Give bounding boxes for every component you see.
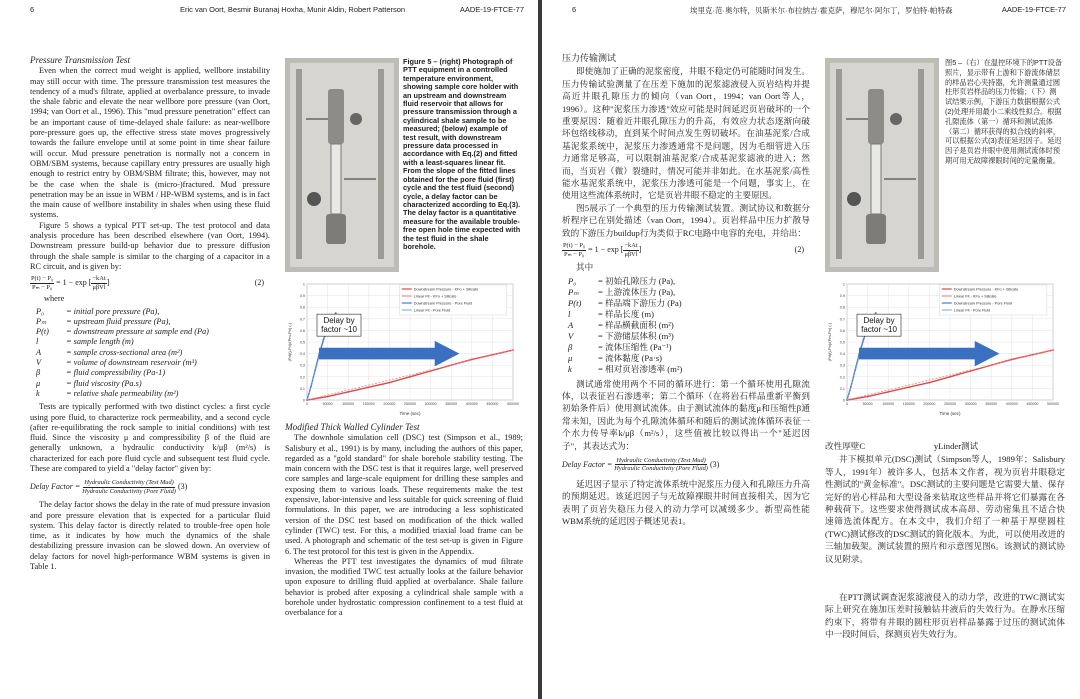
eq-exp-numerator: −kAt [624,242,638,250]
x-tick-label: 400000 [465,402,478,406]
paragraph: 井下模拟单元(DSC)测试（Simpson等人，1989年；Salisbury等人，1991年）被许多人，包括本文作者，视为页岩井眼稳定性测试的"黄金标准"。DSC测试的主要问题是它需要大量、保存完好的岩心样品和大型设备来钻取这些样品并将它们暴露在各种载荷下。这些要求使得测试成本高昂、劳动密集且不适合快速筛选流体配方。在本文中，我们介绍了一种基于厚壁圆柱(TWC)测试修改的DSC测试的简化版本。为此，可以使用改进的三轴加载架。测试装置的照片和示意图见图6。该测试的测试协议见附录。 [825,454,1065,564]
left-column [30,55,270,572]
legend-label: Downstream Pressure - KFo + Silicate [413,287,479,292]
x-tick-label: 50000 [322,402,333,406]
variable-description: = 下游储层体积 (m³) [598,330,674,341]
variable-symbol: β [568,341,573,352]
y-tick-label: 0.5 [839,340,845,345]
x-tick-label: 250000 [944,402,956,406]
y-tick-label: 0.3 [839,363,845,368]
eq-rhs: = 1 − exp [56,278,87,288]
y-tick-label: 0.5 [299,340,305,345]
eq-numerator: Hydraulic Conductivity (Test Mud) [616,456,706,464]
author-line: Eric van Oort, Besmir Buranaj Hoxha, Munir Aldin, Robert Patterson [180,5,406,14]
eq-denominator: Pₘ − P₀ [564,250,585,258]
y-tick-label: 1 [842,282,845,287]
legend-label: Downstream Pressure - Pore Fluid [413,301,473,306]
y-axis-label: (Pd(t)-Po)/(Pm-Po) (-) [827,322,832,362]
variable-symbol: V [36,358,42,368]
paper-code: AADE-19-FTCE-77 [459,5,524,14]
paragraph: 测试通常使用两个不同的循环进行：第一个循环使用孔隙流体，以表征岩石渗透率；第二个循环（在将岩石样品重新平衡到初始条件后）使用测试流体。由于测试流体的黏度μ和压缩性β通常未知，因此为每个孔隙流体循环和随后的测试流体循环表征一个水力传导率k/μβ（m²/s），这些值被比较以得出一个"延迟因子"，其表达式为： [562,378,810,451]
y-axis-label: (Pd(t)-Po)/(Pm-Po) (-) [287,322,292,362]
data-point [867,396,869,398]
equation-number: (3) [177,482,188,492]
variable-description: = downstream pressure at sample end (Pa) [66,327,209,337]
paragraph: Even when the correct mud weight is applied, wellbore instability may still occur with time. The pressure transmission test measures the tendency of a mud's filtrate, applied at overbalance pressure, to invade the shale fabric and elevate the near wellbore pore pressure (van Oort, 1994; van Oort et al., 1996). This "mud pressure penetration" effect can be an important cause of time-delayed shale failure: as near-wellbore pore-pressure goes up, the effective stress state moves progressively towards the failure envelope until at some point in time shear failure will occur. Mud pressure penetration is normally not a concern in OBM/SBM systems, because capillary entry pressures are usually high enough to restrict entry by OBM/SBM filtrate; this, however, may not be the case when the shale is (micro-)fractured. Mud pressure penetration may be an issue in WBM / HP-WBM systems, and is in fact the main cause of wellbore instability in shales when using these fluid systems. [30,66,270,220]
y-tick-label: 0.4 [839,352,845,357]
annotation-text: Delay by [323,316,355,326]
data-point [368,386,370,388]
ptt-result-chart [825,278,1059,418]
eq-numerator: P(t) − P₀ [563,242,586,250]
x-tick-label: 0 [306,402,308,406]
variable-row [562,287,810,298]
paragraph: Tests are typically performed with two distinct cycles: a first cycle using pore fluid, to characterize rock permeability, and a second cycle (after re-equilibrating the rock sample to initial conditions) with test fluid. Since the viscosity μ and compressibility β of the fluid are generally unknown, a hydraulic conductivity k/μβ (m²/s) is characterized for each pore fluid cycle and subsequent test fluid cycle. These are compared to yield a "delay factor" given by: [30,402,270,473]
variable-description: = relative shale permeability (m²) [66,388,179,398]
variable-symbol: P(t) [568,297,582,308]
y-tick-label: 0.8 [299,305,305,310]
data-point [409,376,411,378]
legend-label: Linear Fit - Pore Fluid [413,308,451,313]
annotation-text: factor ~10 [861,325,897,335]
y-tick-label: 0.9 [299,294,305,299]
variable-description: = initial pore pressure (Pa), [66,306,160,316]
eq-label: Delay Factor = [562,459,613,469]
variable-description: = sample length (m) [66,337,134,347]
x-tick-label: 50000 [862,402,873,406]
y-tick-label: 0.1 [299,386,305,391]
page-number: 6 [30,5,35,14]
equation-2: $\frac{\text{P(t) − P₀}}{\text{Pₘ − P₀}}$ = 1 − exp [ $\frac{\text{−kAt}}{\text{μβVl}}$ ] (2) [562,242,810,258]
equation-3 [30,479,270,495]
paragraph: 即使施加了正确的泥浆密度，井眼不稳定仍可能随时间发生。压力传输试验测量了在压差下施加的泥浆滤液侵入页岩结构并提高近井眼孔隙压力的倾向（van Oort，1994；van Oort等人，1996）。这种"泥浆压力渗透"效应可能是时间延迟页岩破坏的一个重要原因：随着近井眼孔隙压力的升高，有效应力状态逐渐向破坏包络线移动，直到某个时间点发生剪切破坏。在油基泥浆/合成基泥浆系统中，泥浆压力渗透通常不是问题，因为毛细管进入压力通常足够高，可以限制油基泥浆/合成基泥浆滤液的进入；然而，当页岩（微）裂缝时，情况可能并非如此。在水基泥浆/高性能水基泥浆系统中，泥浆压力渗透可能是一个问题，事实上，在使用这些流体系统时，它是页岩井眼不稳定的主要原因。 [562,66,810,201]
y-tick-label: 0.2 [299,375,305,380]
section-title: Modified Thick Walled Cylinder Test [285,422,420,432]
x-tick-label: 450000 [1026,402,1039,406]
variable-symbol: Pₘ [568,286,579,297]
x-tick-label: 200000 [923,402,936,406]
author-line: 埃里克·范·奥尔特，贝斯米尔·布拉纳吉·霍克萨，穆尼尔·阿尔丁，罗伯特·帕特森 [690,6,953,15]
eq-numerator: Hydraulic Conductivity (Test Mud) [84,479,174,487]
variable-symbol: V [568,330,574,341]
variable-description: = fluid compressibility (Pa-1) [66,368,166,378]
variable-symbol: l [568,308,571,319]
eq-denominator: Hydraulic Conductivity (Pore Fluid) [614,465,708,473]
y-tick-label: 0.7 [299,317,305,322]
eq-denominator: Hydraulic Conductivity (Pore Fluid) [82,487,176,495]
data-point [347,391,349,393]
variable-row [562,276,810,287]
x-tick-label: 400000 [1005,402,1018,406]
variable-row [562,364,810,375]
paragraph: 图5展示了一个典型的压力传输测试装置。测试协议和数据分析程序已在别处描述（van Oort，1994）。页岩样品中压力扩散导致的下游压力buildup行为类似于RC电路中电容的充电，并给出： [562,202,810,238]
variable-description: = 流体黏度 (Pa·s) [598,352,663,363]
paragraph: Figure 5 shows a typical PTT set-up. The test protocol and data analysis procedure has been described elsewhere (van Oort, 1994). Downstream pressure build-up behavior due to pressure diffusion through the shale sample is similar to the charging of a capacitor in a RC circuit, and is given by: [30,220,270,271]
x-tick-label: 500000 [507,402,519,406]
x-tick-label: 150000 [362,402,375,406]
x-axis-label: Time (sec) [399,411,421,416]
y-tick-label: 0.4 [299,352,305,357]
annotation-text: Delay by [863,316,895,326]
x-tick-label: 0 [846,402,848,406]
eq-label: Delay Factor = [30,482,81,492]
paper-code: AADE-19-FTCE-77 [1001,5,1066,14]
annotation-text: factor ~10 [321,325,357,335]
figure-caption: 图5 –（右）在温控环境下的PTT设备照片，显示带有上游和下游流体储层的样品岩心夹持器，允许测量通过圆柱形页岩样品的压力传输；（下）测试结果示例，下游压力数据根据公式(2)处理并用最小二乘线性拟合。根据孔隙流体（第一）循环和测试流体（第二）循环获得的拟合线的斜率，可以根据公式(3)表征延迟因子。延迟因子是页岩井眼中使用测试流体时预期可用无故障裸眼时间的定量衡量。 [945,58,1063,165]
data-point [389,382,391,384]
variable-symbol: A [568,319,574,330]
variable-description: = 相对页岩渗透率 (m²) [598,363,683,374]
variable-row [562,298,810,309]
paragraph: The delay factor shows the delay in the rate of mud pressure invasion and pore pressure elevation that is expected for a particular fluid system. This delay factor is directly related to trouble-free open hole time, as it indicates by how much the dynamics of the shale destabilizing pressure invasion can be slowed down. An overview of delay factors for novel high-performance WBM systems is given in Table 1. [30,500,270,572]
variable-description: = upstream fluid pressure (Pa), [66,316,171,326]
variable-symbol: l [36,337,39,347]
y-tick-label: 0.2 [839,375,845,380]
data-point [875,312,877,314]
y-tick-label: 1 [302,282,305,287]
x-tick-label: 300000 [964,402,977,406]
variable-row [562,309,810,320]
eq-denominator: Pₘ − P₀ [32,283,53,291]
equation-number: (2) [794,244,804,254]
variable-description: = 流体压缩性 (Pa⁻¹) [598,341,672,352]
right-page [542,0,1080,699]
variable-row [30,358,270,368]
variable-row [30,368,270,378]
variable-description: = fluid viscosity (Pa.s) [66,378,142,388]
right-column [285,422,523,619]
eq-numerator: P(t) − P₀ [31,275,54,283]
variable-symbol: μ [568,352,573,363]
variable-row [30,379,270,389]
equation-3 [562,457,810,473]
x-tick-label: 350000 [985,402,998,406]
variable-row [30,327,270,337]
x-tick-label: 100000 [882,402,895,406]
y-tick-label: 0.3 [299,363,305,368]
variable-symbol: k [36,388,40,398]
section-title: 压力传输测试 [562,53,617,63]
data-point [908,386,910,388]
x-tick-label: 350000 [445,402,458,406]
variable-row [30,337,270,347]
variable-symbol: P₀ [36,306,44,316]
variable-description: = 上游流体压力 (Pa), [598,286,676,297]
legend-label: Linear Fit - Pore Fluid [953,308,991,313]
x-axis-label: Time (sec) [939,411,961,416]
paragraph: The downhole simulation cell (DSC) test (Simpson et al., 1989; Salisbury et al., 1991) is by many, including the authors of this paper, regarded as a "gold standard" for shale borehole stability testing. The main concern with the DSC test is that it requires large, well preserved core samples and large-scale equipment for drilling these samples and exposing them to various loads. These requirements make the test expensive, labor-intensive and less suitable for quick screening of fluid formulations. In this paper, we are introducing a less sophisticated version of the DSC test based on modification of the thick walled cylinder (TWC) test. For this, a modified triaxial load frame can be used. A photograph and schematic of the test set-up is given in Figure 6. The test protocol for this test is given in the Appendix. [285,433,523,556]
left-page [0,0,538,699]
variable-description: = volume of downstream reservoir (m³) [66,358,197,368]
where-label: where [44,294,65,304]
y-tick-label: 0.6 [299,328,305,333]
variable-description: = 样品端下游压力 (Pa) [598,297,682,308]
paragraph: Whereas the PTT test investigates the dynamics of mud filtrate invasion, the modified TWC test actually looks at the failure behavior upon exposure to drilling fluid applied at overbalance. Shale failure behavior is probed after exposing a cylindrical shale sample with a borehole under hydrostatic compression confinement to a test fluid at overbalance for a [285,556,523,618]
legend-label: Linear Fit - KFo + Silicate [413,294,457,299]
equation-number: (3) [709,459,720,469]
y-tick-label: 0.7 [839,317,845,322]
section-title: Pressure Transmission Test [30,55,131,65]
variable-symbol: k [568,363,572,374]
variable-description: = sample cross-sectional area (m²) [66,347,183,357]
variable-symbol: Pₘ [36,316,47,326]
x-tick-label: 300000 [424,402,437,406]
y-tick-label: 0 [302,398,305,403]
eq-rhs: = 1 − exp [588,244,619,254]
ptt-equipment-photo [285,58,399,272]
page-number: 6 [572,5,577,14]
variable-symbol: P₀ [568,275,577,286]
eq-exp-denominator: μβVl [92,283,106,291]
section-title: 改性厚壁C yLinder测试 [825,441,979,451]
variable-row [30,317,270,327]
y-tick-label: 0.8 [839,305,845,310]
data-point [335,312,337,314]
x-tick-label: 500000 [1047,402,1059,406]
eq-exp-denominator: μβVl [624,250,638,258]
paragraph: 延迟因子显示了特定流体系统中泥浆压力侵入和孔隙压力升高的预期延迟。该延迟因子与无故障裸眼井时间直接相关，因为它表明了页岩失稳压力侵入的动力学可以减缓多少。新型高性能WBM系统的延迟因子概述见表1。 [562,478,810,527]
legend-label: Linear Fit - KFo + Silicate [953,294,997,299]
data-point [929,382,931,384]
y-tick-label: 0.6 [839,328,845,333]
ptt-result-chart [285,278,519,418]
right-column [825,440,1065,641]
variable-description: = 样品长度 (m) [598,308,654,319]
paragraph: 在PTT测试调查泥浆滤液侵入的动力学，改进的TWC测试实际上研究在施加压差时接触钻井液后的失效行为。在静水压缩约束下，将带有井眼的圆柱形页岩样品暴露于过压的测试流体中一段时间后，探测页岩失效行为。 [825,592,1065,640]
variable-symbol: β [36,368,41,378]
variable-list [30,307,270,400]
variable-description: = 初始孔隙压力 (Pa), [598,275,676,286]
data-point [949,376,951,378]
y-tick-label: 0 [842,398,845,403]
x-tick-label: 150000 [902,402,915,406]
data-point [887,391,889,393]
variable-row [30,307,270,317]
variable-list [562,276,810,375]
variable-row [562,342,810,353]
data-point [327,396,329,398]
equation-2: $\frac{\text{P(t) − P₀}}{\text{Pₘ − P₀}}$ = 1 − exp [ $\frac{\text{−kAt}}{\text{μβVl}}$ ] (2) [30,275,270,291]
variable-symbol: μ [36,378,41,388]
y-tick-label: 0.9 [839,294,845,299]
variable-row [562,331,810,342]
x-tick-label: 200000 [383,402,396,406]
legend-label: Downstream Pressure - Pore Fluid [953,301,1013,306]
equipment-illustration [286,59,398,271]
equation-number: (2) [254,278,264,288]
variable-symbol: P(t) [36,327,49,337]
variable-row [30,389,270,399]
x-tick-label: 250000 [404,402,416,406]
variable-row [562,320,810,331]
figure-caption: Figure 5 – (right) Photograph of PTT equipment in a controlled temperature environment, showing sample core holder with an upstream and downstream fluid reservoir that allows for pressure transmission through a cylindrical shale sample to be measured; (below) example of test result, with downstream pressure data processed in accordance with Eq.(2) and fitted with a least-squares linear fit. From the slope of the fitted lines obtained for the pore fluid (first) cycle and the test fluid (second) cycle, a delay factor can be characterized according to Eq.(3). The delay factor is a quantitative measure for the available trouble-free open hole time expected with the test fluid in the shale borehole. [403,57,521,251]
ptt-equipment-photo [825,58,939,272]
variable-symbol: A [36,347,42,357]
x-tick-label: 100000 [342,402,355,406]
y-tick-label: 0.1 [839,386,845,391]
eq-exp-numerator: −kAt [92,275,106,283]
variable-description: = 样品横截面积 (m²) [598,319,674,330]
where-label: 其中 [576,262,594,273]
legend-label: Downstream Pressure - KFo + Silicate [953,287,1019,292]
variable-row [562,353,810,364]
x-tick-label: 450000 [486,402,499,406]
equipment-illustration [826,59,938,271]
left-column [562,52,810,528]
variable-row [30,348,270,358]
